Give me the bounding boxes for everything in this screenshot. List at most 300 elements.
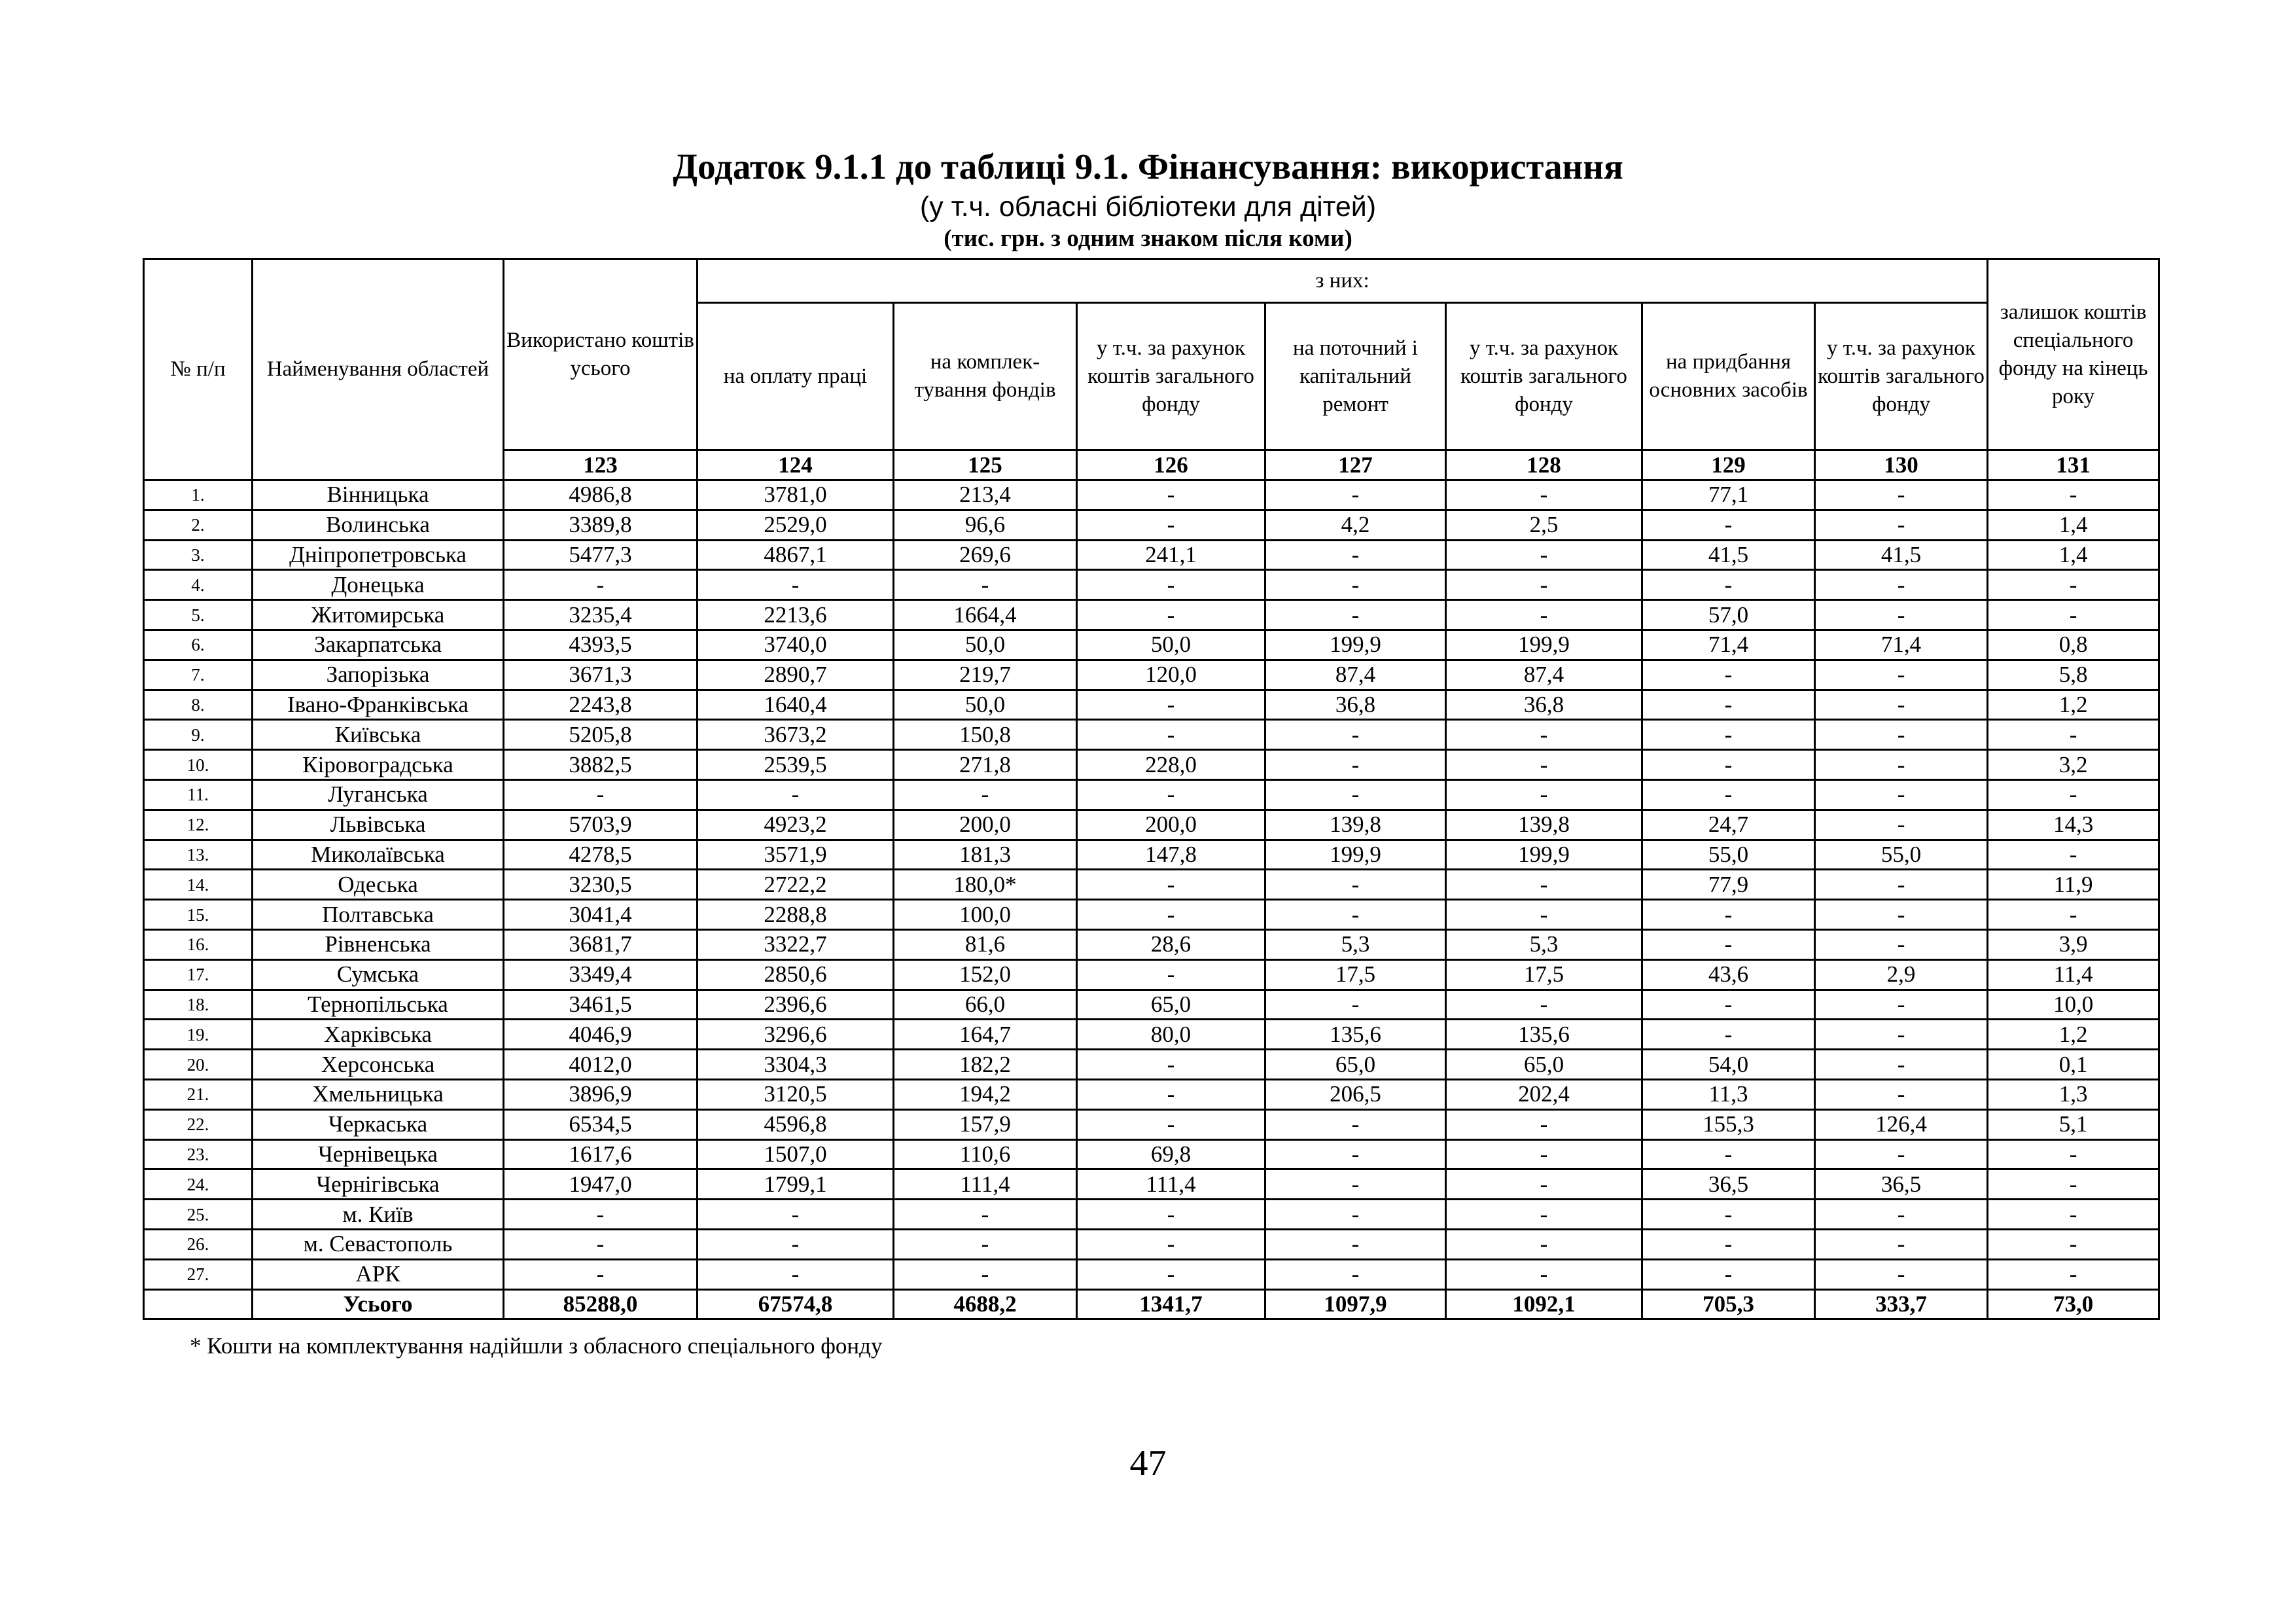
region-name: Рівненська xyxy=(253,929,504,959)
value-cell: - xyxy=(1642,1139,1815,1169)
value-cell: 54,0 xyxy=(1642,1050,1815,1080)
value-cell: - xyxy=(1815,660,1988,690)
value-cell: 1640,4 xyxy=(698,690,894,720)
value-cell: 155,3 xyxy=(1642,1109,1815,1139)
table-row xyxy=(144,840,2159,870)
table-row xyxy=(144,810,2159,840)
value-cell: 139,8 xyxy=(1446,810,1642,840)
total-row xyxy=(144,1289,2159,1319)
value-cell: 199,9 xyxy=(1265,840,1446,870)
value-cell: - xyxy=(1265,720,1446,750)
value-cell: 3041,4 xyxy=(504,900,698,930)
value-cell: - xyxy=(698,1200,894,1230)
region-name: Тернопільська xyxy=(253,990,504,1020)
value-cell: 3740,0 xyxy=(698,630,894,660)
value-cell: 81,6 xyxy=(894,929,1077,959)
value-cell: 5703,9 xyxy=(504,810,698,840)
value-cell: 1617,6 xyxy=(504,1139,698,1169)
value-cell: 1341,7 xyxy=(1077,1289,1265,1319)
value-cell: 3296,6 xyxy=(698,1020,894,1050)
column-number: 130 xyxy=(1815,450,1988,480)
value-cell: - xyxy=(1446,1139,1642,1169)
value-cell: 111,4 xyxy=(894,1169,1077,1200)
row-number: 13. xyxy=(144,840,253,870)
value-cell: - xyxy=(1265,1259,1446,1289)
region-name: Запорізька xyxy=(253,660,504,690)
value-cell: - xyxy=(1642,1229,1815,1259)
value-cell: 135,6 xyxy=(1265,1020,1446,1050)
table-row xyxy=(144,1020,2159,1050)
value-cell: 333,7 xyxy=(1815,1289,1988,1319)
value-cell: - xyxy=(504,1259,698,1289)
region-name: Миколаївська xyxy=(253,840,504,870)
value-cell: 4,2 xyxy=(1265,510,1446,540)
table-row xyxy=(144,1050,2159,1080)
region-name: Вінницька xyxy=(253,480,504,510)
region-name: Одеська xyxy=(253,870,504,900)
value-cell: 4012,0 xyxy=(504,1050,698,1080)
value-cell: - xyxy=(1446,570,1642,600)
value-cell: - xyxy=(1815,810,1988,840)
value-cell: - xyxy=(894,779,1077,810)
table-row xyxy=(144,540,2159,570)
value-cell: - xyxy=(1815,990,1988,1020)
value-cell: - xyxy=(1815,870,1988,900)
value-cell: 1664,4 xyxy=(894,600,1077,630)
row-number: 17. xyxy=(144,959,253,990)
region-name: м. Севастополь xyxy=(253,1229,504,1259)
value-cell: 157,9 xyxy=(894,1109,1077,1139)
value-cell: 126,4 xyxy=(1815,1109,1988,1139)
value-cell: 4867,1 xyxy=(698,540,894,570)
value-cell: 0,8 xyxy=(1988,630,2159,660)
value-cell: 2539,5 xyxy=(698,750,894,780)
value-cell: 65,0 xyxy=(1265,1050,1446,1080)
table-row xyxy=(144,750,2159,780)
value-cell: 202,4 xyxy=(1446,1079,1642,1109)
value-cell: 3671,3 xyxy=(504,660,698,690)
value-cell: - xyxy=(1815,1020,1988,1050)
value-cell: 213,4 xyxy=(894,480,1077,510)
value-cell: 43,6 xyxy=(1642,959,1815,990)
region-name: Закарпатська xyxy=(253,630,504,660)
value-cell: 66,0 xyxy=(894,990,1077,1020)
value-cell: - xyxy=(1642,900,1815,930)
value-cell: - xyxy=(1446,900,1642,930)
value-cell: 1,4 xyxy=(1988,540,2159,570)
header-acq-general: у т.ч. за рахунок коштів загального фонду xyxy=(1077,303,1265,450)
row-number: 10. xyxy=(144,750,253,780)
value-cell: 69,8 xyxy=(1077,1139,1265,1169)
value-cell: - xyxy=(1077,720,1265,750)
value-cell: - xyxy=(1642,1020,1815,1050)
value-cell: - xyxy=(1077,1079,1265,1109)
row-number: 1. xyxy=(144,480,253,510)
row-number: 18. xyxy=(144,990,253,1020)
value-cell: - xyxy=(1265,1200,1446,1230)
region-name: Житомирська xyxy=(253,600,504,630)
row-number: 25. xyxy=(144,1200,253,1230)
region-name: м. Київ xyxy=(253,1200,504,1230)
value-cell: - xyxy=(1815,929,1988,959)
value-cell: 3389,8 xyxy=(504,510,698,540)
value-cell: 17,5 xyxy=(1446,959,1642,990)
value-cell: - xyxy=(1077,779,1265,810)
row-number: 3. xyxy=(144,540,253,570)
value-cell: 2890,7 xyxy=(698,660,894,690)
value-cell: - xyxy=(1988,1229,2159,1259)
table-row xyxy=(144,600,2159,630)
value-cell: 2396,6 xyxy=(698,990,894,1020)
value-cell: - xyxy=(1077,959,1265,990)
table-row xyxy=(144,990,2159,1020)
value-cell: - xyxy=(1815,690,1988,720)
value-cell: - xyxy=(1815,570,1988,600)
column-number: 131 xyxy=(1988,450,2159,480)
value-cell: - xyxy=(1815,1079,1988,1109)
value-cell: 4688,2 xyxy=(894,1289,1077,1319)
value-cell: 1,3 xyxy=(1988,1079,2159,1109)
value-cell: - xyxy=(1446,750,1642,780)
value-cell: 2213,6 xyxy=(698,600,894,630)
value-cell: 1,2 xyxy=(1988,1020,2159,1050)
column-number: 128 xyxy=(1446,450,1642,480)
value-cell: - xyxy=(1077,1109,1265,1139)
value-cell: 50,0 xyxy=(894,630,1077,660)
region-name: АРК xyxy=(253,1259,504,1289)
value-cell: 55,0 xyxy=(1642,840,1815,870)
value-cell: - xyxy=(1642,1259,1815,1289)
value-cell: 206,5 xyxy=(1265,1079,1446,1109)
value-cell: 705,3 xyxy=(1642,1289,1815,1319)
value-cell: - xyxy=(1446,540,1642,570)
header-total-used: Використано коштів усього xyxy=(504,259,698,450)
value-cell: - xyxy=(1815,1139,1988,1169)
value-cell: 3571,9 xyxy=(698,840,894,870)
value-cell: - xyxy=(1642,990,1815,1020)
value-cell: - xyxy=(698,1259,894,1289)
value-cell: 50,0 xyxy=(1077,630,1265,660)
value-cell: 100,0 xyxy=(894,900,1077,930)
value-cell: 14,3 xyxy=(1988,810,2159,840)
value-cell: 85288,0 xyxy=(504,1289,698,1319)
header-wages: на оплату праці xyxy=(698,303,894,450)
value-cell: - xyxy=(1265,600,1446,630)
value-cell: 3120,5 xyxy=(698,1079,894,1109)
region-name: Харківська xyxy=(253,1020,504,1050)
row-number: 27. xyxy=(144,1259,253,1289)
value-cell: - xyxy=(894,1200,1077,1230)
value-cell: 3461,5 xyxy=(504,990,698,1020)
value-cell: - xyxy=(1642,660,1815,690)
value-cell: - xyxy=(1446,990,1642,1020)
value-cell: - xyxy=(1077,1259,1265,1289)
value-cell: 182,2 xyxy=(894,1050,1077,1080)
value-cell: 2850,6 xyxy=(698,959,894,990)
region-name: Донецька xyxy=(253,570,504,600)
footnote: * Кошти на комплектування надійшли з обласного спеціального фонду xyxy=(190,1333,883,1359)
value-cell: - xyxy=(504,1200,698,1230)
value-cell: - xyxy=(1988,1200,2159,1230)
value-cell: - xyxy=(1265,870,1446,900)
region-name: Львівська xyxy=(253,810,504,840)
value-cell: 1799,1 xyxy=(698,1169,894,1200)
value-cell: - xyxy=(1815,750,1988,780)
table-row xyxy=(144,570,2159,600)
table-row xyxy=(144,1259,2159,1289)
value-cell: 10,0 xyxy=(1988,990,2159,1020)
value-cell: 5477,3 xyxy=(504,540,698,570)
region-name: Херсонська xyxy=(253,1050,504,1080)
region-name: Київська xyxy=(253,720,504,750)
value-cell: 2,9 xyxy=(1815,959,1988,990)
header-num: № п/п xyxy=(144,259,253,480)
row-number: 4. xyxy=(144,570,253,600)
units-note: (тис. грн. з одним знаком після коми) xyxy=(944,225,1352,252)
region-name: Сумська xyxy=(253,959,504,990)
value-cell: 87,4 xyxy=(1265,660,1446,690)
value-cell: 152,0 xyxy=(894,959,1077,990)
value-cell: - xyxy=(698,570,894,600)
value-cell: 2288,8 xyxy=(698,900,894,930)
value-cell: 5,8 xyxy=(1988,660,2159,690)
value-cell: - xyxy=(1815,480,1988,510)
value-cell: 41,5 xyxy=(1815,540,1988,570)
value-cell: - xyxy=(1642,779,1815,810)
value-cell: 3235,4 xyxy=(504,600,698,630)
page-subtitle: (у т.ч. обласні бібліотеки для дітей) xyxy=(919,191,1377,223)
value-cell: 164,7 xyxy=(894,1020,1077,1050)
table-row xyxy=(144,480,2159,510)
value-cell: - xyxy=(1988,840,2159,870)
table-body xyxy=(144,480,2159,1319)
value-cell: - xyxy=(1446,1200,1642,1230)
value-cell: 71,4 xyxy=(1815,630,1988,660)
value-cell: 65,0 xyxy=(1077,990,1265,1020)
value-cell: 2722,2 xyxy=(698,870,894,900)
region-name: Чернігівська xyxy=(253,1169,504,1200)
value-cell: 36,5 xyxy=(1642,1169,1815,1200)
value-cell: - xyxy=(1077,1229,1265,1259)
value-cell: - xyxy=(1265,990,1446,1020)
value-cell: - xyxy=(1988,600,2159,630)
table-row xyxy=(144,1229,2159,1259)
column-number: 127 xyxy=(1265,450,1446,480)
value-cell: 5,3 xyxy=(1446,929,1642,959)
value-cell: 271,8 xyxy=(894,750,1077,780)
value-cell: - xyxy=(1815,720,1988,750)
value-cell: - xyxy=(698,779,894,810)
value-cell: 219,7 xyxy=(894,660,1077,690)
value-cell: - xyxy=(1265,750,1446,780)
row-number: 23. xyxy=(144,1139,253,1169)
value-cell: - xyxy=(1265,480,1446,510)
value-cell: 1097,9 xyxy=(1265,1289,1446,1319)
value-cell: 147,8 xyxy=(1077,840,1265,870)
value-cell: 4278,5 xyxy=(504,840,698,870)
value-cell: - xyxy=(1988,1169,2159,1200)
region-name: Кіровоградська xyxy=(253,750,504,780)
value-cell: - xyxy=(1077,1050,1265,1080)
value-cell: 199,9 xyxy=(1446,840,1642,870)
value-cell: 0,1 xyxy=(1988,1050,2159,1080)
value-cell: - xyxy=(1642,510,1815,540)
value-cell: 199,9 xyxy=(1446,630,1642,660)
table-row xyxy=(144,630,2159,660)
value-cell: - xyxy=(1265,1169,1446,1200)
header-region: Найменування областей xyxy=(253,259,504,480)
table-row xyxy=(144,779,2159,810)
value-cell: 3781,0 xyxy=(698,480,894,510)
value-cell: - xyxy=(1446,1229,1642,1259)
value-cell: 1092,1 xyxy=(1446,1289,1642,1319)
value-cell: 41,5 xyxy=(1642,540,1815,570)
region-name: Полтавська xyxy=(253,900,504,930)
value-cell: - xyxy=(1642,750,1815,780)
value-cell: - xyxy=(1815,1050,1988,1080)
value-cell: 28,6 xyxy=(1077,929,1265,959)
value-cell: 110,6 xyxy=(894,1139,1077,1169)
value-cell: - xyxy=(1077,480,1265,510)
value-cell: - xyxy=(1642,1200,1815,1230)
column-number: 129 xyxy=(1642,450,1815,480)
value-cell: - xyxy=(1446,720,1642,750)
value-cell: 139,8 xyxy=(1265,810,1446,840)
column-number: 123 xyxy=(504,450,698,480)
value-cell: - xyxy=(1988,1259,2159,1289)
row-number: 24. xyxy=(144,1169,253,1200)
value-cell: 11,9 xyxy=(1988,870,2159,900)
region-name: Черкаська xyxy=(253,1109,504,1139)
value-cell: 199,9 xyxy=(1265,630,1446,660)
value-cell: - xyxy=(1265,1229,1446,1259)
value-cell: - xyxy=(1077,870,1265,900)
value-cell: - xyxy=(1265,570,1446,600)
value-cell: 77,9 xyxy=(1642,870,1815,900)
value-cell: - xyxy=(1265,779,1446,810)
value-cell: 111,4 xyxy=(1077,1169,1265,1200)
value-cell: 5205,8 xyxy=(504,720,698,750)
row-number: 2. xyxy=(144,510,253,540)
header-acquisition: на комплек-тування фондів xyxy=(894,303,1077,450)
value-cell: 71,4 xyxy=(1642,630,1815,660)
value-cell: - xyxy=(1446,1109,1642,1139)
value-cell: 269,6 xyxy=(894,540,1077,570)
value-cell: - xyxy=(698,1229,894,1259)
header-special-balance: залишок коштів спеціального фонду на кінець року xyxy=(1988,259,2159,450)
value-cell: - xyxy=(1446,600,1642,630)
value-cell: - xyxy=(1265,900,1446,930)
table-row xyxy=(144,660,2159,690)
value-cell: - xyxy=(1988,900,2159,930)
table-row xyxy=(144,690,2159,720)
table-row xyxy=(144,1109,2159,1139)
row-number: 7. xyxy=(144,660,253,690)
region-name: Луганська xyxy=(253,779,504,810)
value-cell: - xyxy=(1815,1229,1988,1259)
table-row xyxy=(144,929,2159,959)
value-cell: - xyxy=(1446,480,1642,510)
value-cell: 67574,8 xyxy=(698,1289,894,1319)
value-cell: - xyxy=(1077,600,1265,630)
value-cell: - xyxy=(1446,1259,1642,1289)
row-number: 12. xyxy=(144,810,253,840)
value-cell: - xyxy=(894,570,1077,600)
value-cell: 4923,2 xyxy=(698,810,894,840)
value-cell: 180,0* xyxy=(894,870,1077,900)
value-cell: 181,3 xyxy=(894,840,1077,870)
value-cell: - xyxy=(1265,1109,1446,1139)
value-cell: 11,4 xyxy=(1988,959,2159,990)
row-number: 5. xyxy=(144,600,253,630)
row-number: 15. xyxy=(144,900,253,930)
value-cell: 73,0 xyxy=(1988,1289,2159,1319)
column-number: 126 xyxy=(1077,450,1265,480)
value-cell: 1507,0 xyxy=(698,1139,894,1169)
value-cell: - xyxy=(1077,1200,1265,1230)
value-cell: - xyxy=(504,570,698,600)
value-cell: 3882,5 xyxy=(504,750,698,780)
value-cell: 2,5 xyxy=(1446,510,1642,540)
row-number: 9. xyxy=(144,720,253,750)
value-cell: - xyxy=(1815,600,1988,630)
region-name: Дніпропетровська xyxy=(253,540,504,570)
row-number: 16. xyxy=(144,929,253,959)
header-repair-general: у т.ч. за рахунок коштів загального фонду xyxy=(1446,303,1642,450)
value-cell: - xyxy=(504,779,698,810)
value-cell: 36,5 xyxy=(1815,1169,1988,1200)
region-name: Чернівецька xyxy=(253,1139,504,1169)
value-cell: 3673,2 xyxy=(698,720,894,750)
row-number: 22. xyxy=(144,1109,253,1139)
row-number: 8. xyxy=(144,690,253,720)
value-cell: - xyxy=(894,1259,1077,1289)
value-cell: - xyxy=(1265,1139,1446,1169)
value-cell: - xyxy=(1988,720,2159,750)
value-cell: 120,0 xyxy=(1077,660,1265,690)
value-cell: 1947,0 xyxy=(504,1169,698,1200)
value-cell: 55,0 xyxy=(1815,840,1988,870)
table-row xyxy=(144,900,2159,930)
value-cell: 150,8 xyxy=(894,720,1077,750)
page-number: 47 xyxy=(1129,1443,1167,1484)
value-cell: - xyxy=(1642,570,1815,600)
value-cell: - xyxy=(1446,870,1642,900)
value-cell: - xyxy=(1077,510,1265,540)
value-cell: 2529,0 xyxy=(698,510,894,540)
table-row xyxy=(144,1200,2159,1230)
column-number: 125 xyxy=(894,450,1077,480)
value-cell: - xyxy=(1077,900,1265,930)
region-name: Усього xyxy=(253,1289,504,1319)
value-cell: 50,0 xyxy=(894,690,1077,720)
value-cell: - xyxy=(1642,929,1815,959)
value-cell: 4393,5 xyxy=(504,630,698,660)
value-cell: 17,5 xyxy=(1265,959,1446,990)
header-repair: на поточний і капітальний ремонт xyxy=(1265,303,1446,450)
value-cell: 3230,5 xyxy=(504,870,698,900)
row-number: 20. xyxy=(144,1050,253,1080)
value-cell: 4596,8 xyxy=(698,1109,894,1139)
header-fixed-assets: на придбання основних засобів xyxy=(1642,303,1815,450)
value-cell: 5,3 xyxy=(1265,929,1446,959)
row-number: 26. xyxy=(144,1229,253,1259)
row-number xyxy=(144,1289,253,1319)
region-name: Івано-Франківська xyxy=(253,690,504,720)
value-cell: 3304,3 xyxy=(698,1050,894,1080)
value-cell: - xyxy=(1815,1259,1988,1289)
value-cell: 200,0 xyxy=(894,810,1077,840)
